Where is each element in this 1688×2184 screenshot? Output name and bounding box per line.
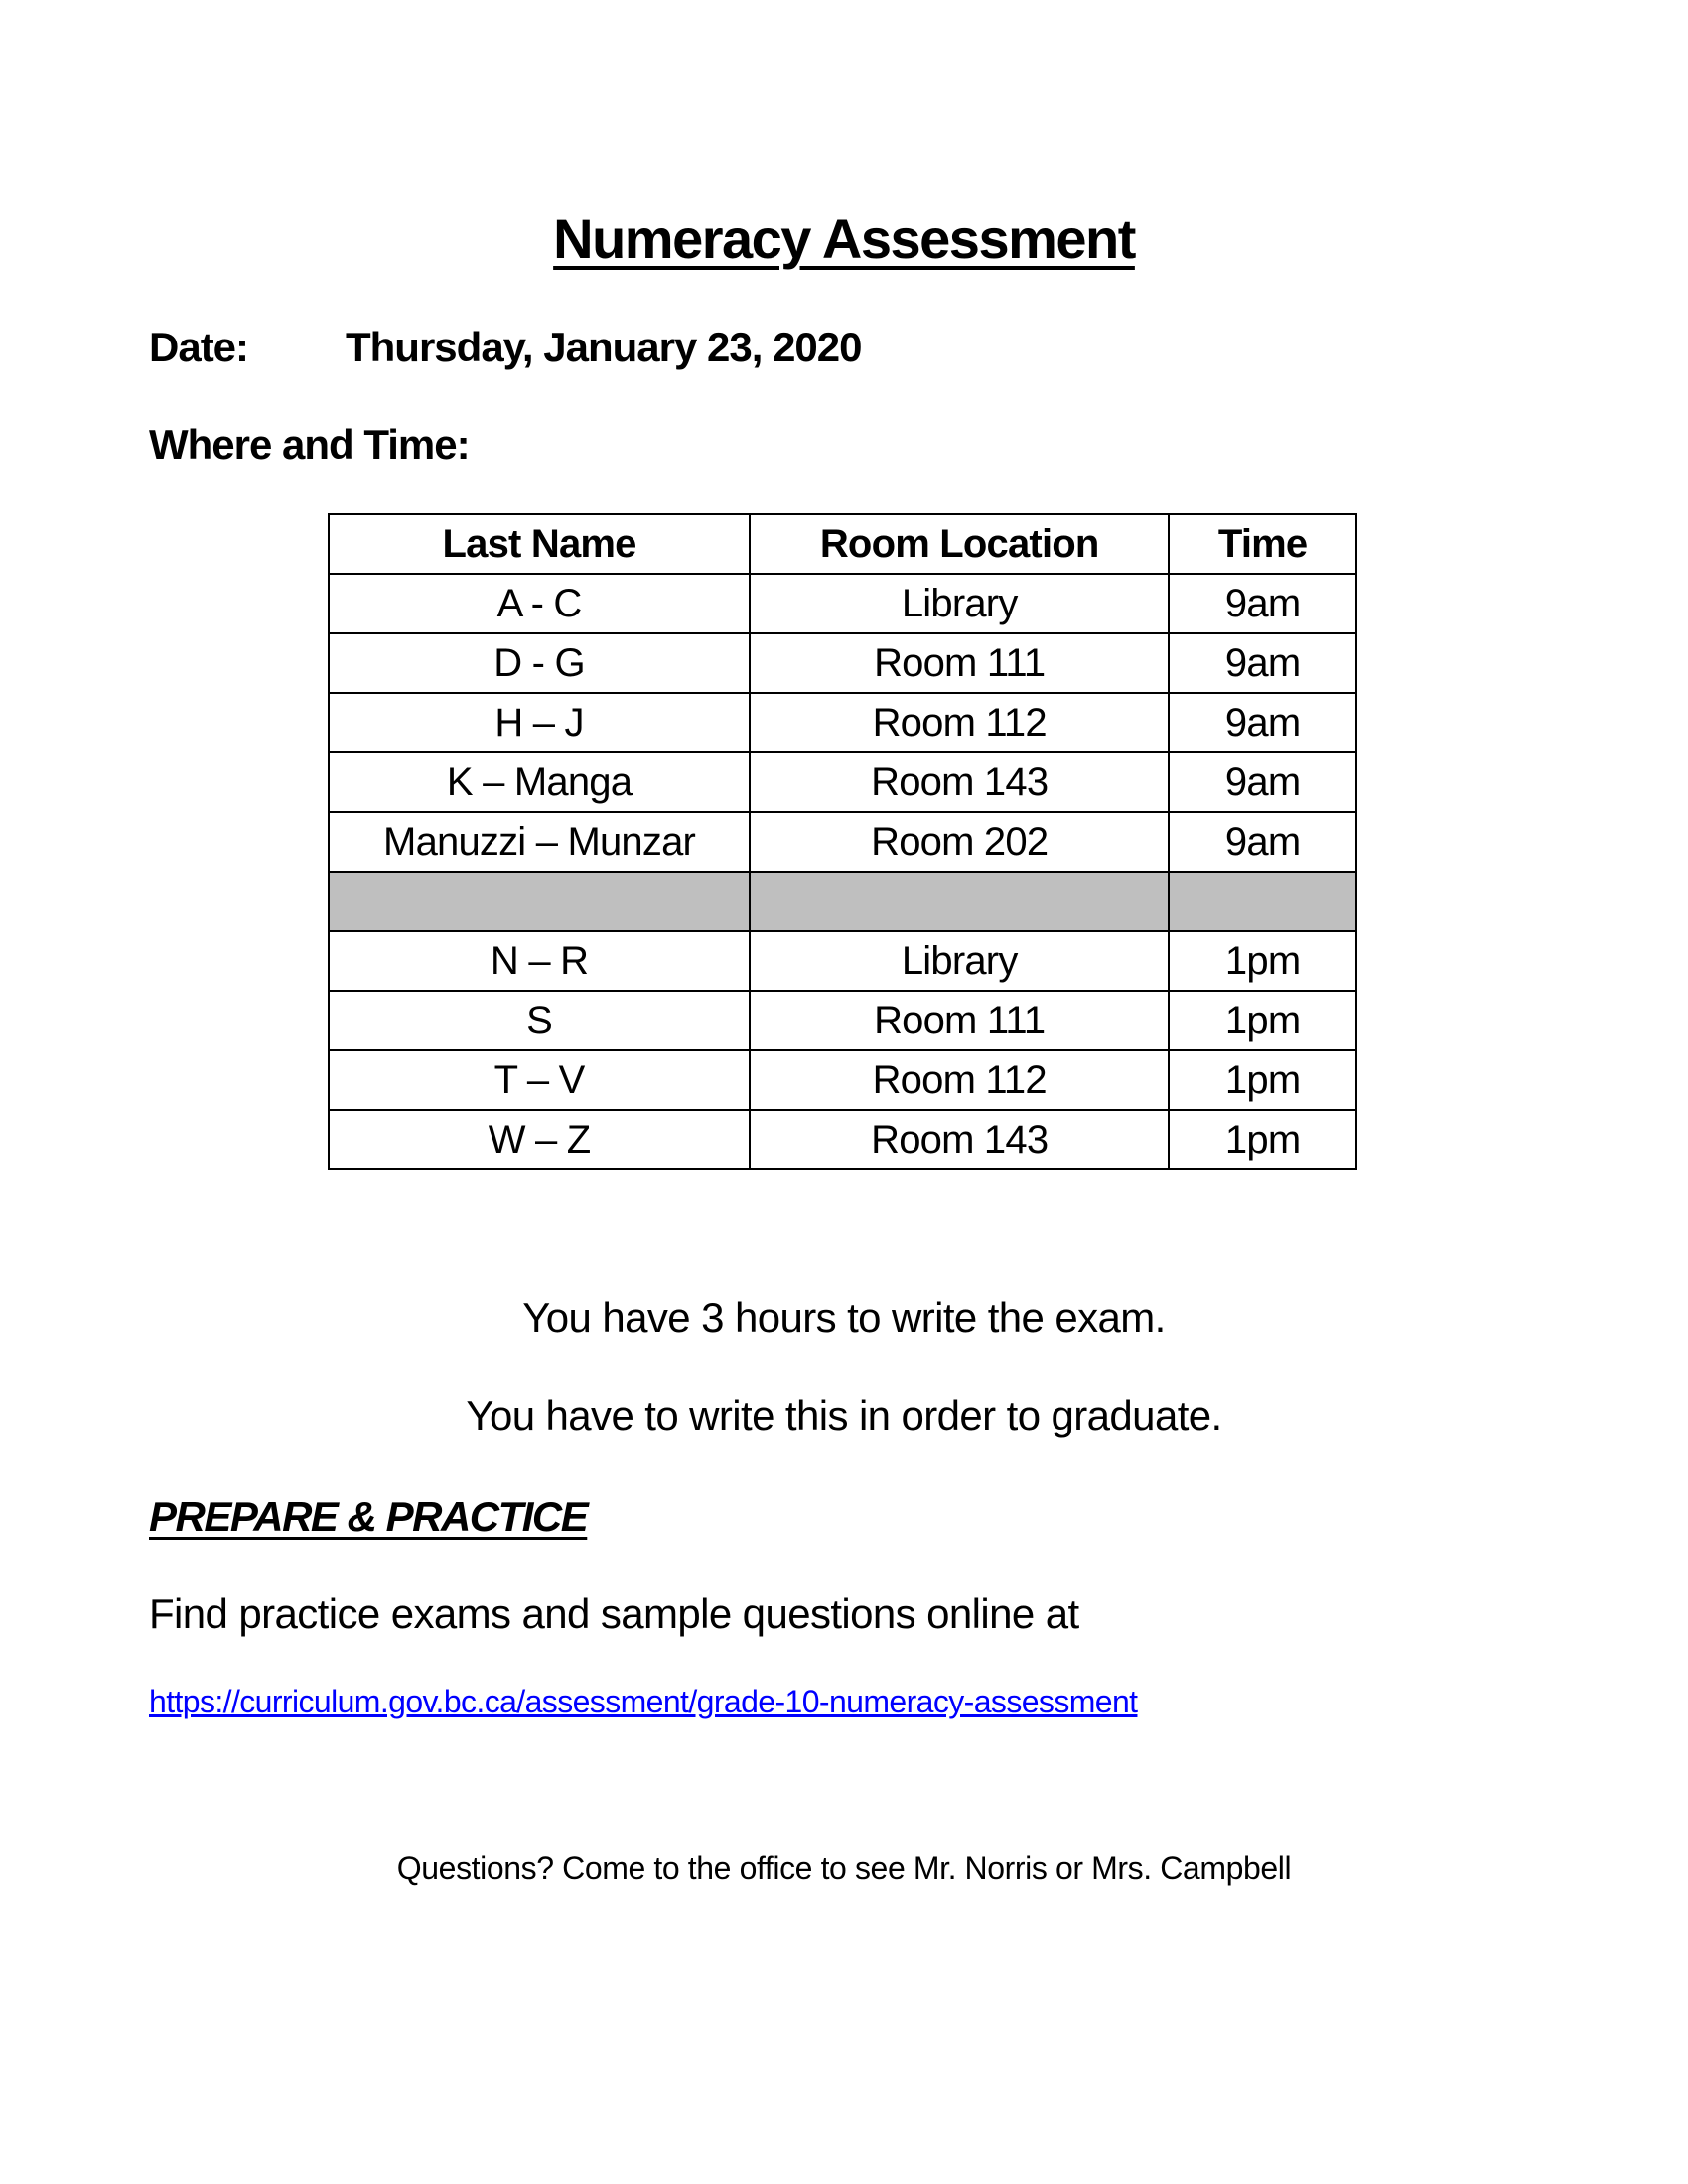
cell-room: Library xyxy=(750,931,1169,991)
table-row xyxy=(329,574,1356,633)
cell-time: 9am xyxy=(1169,633,1356,693)
cell-last-name: S xyxy=(329,991,750,1050)
cell-room: Library xyxy=(750,574,1169,633)
cell-last-name: N – R xyxy=(329,931,750,991)
cell-last-name: A - C xyxy=(329,574,750,633)
separator-cell xyxy=(329,872,750,931)
table-row xyxy=(329,812,1356,872)
cell-last-name: Manuzzi – Munzar xyxy=(329,812,750,872)
where-and-time-label: Where and Time: xyxy=(149,421,470,468)
table-row xyxy=(329,693,1356,752)
cell-time: 1pm xyxy=(1169,991,1356,1050)
cell-time: 1pm xyxy=(1169,1110,1356,1169)
practice-text: Find practice exams and sample questions online at xyxy=(149,1590,1079,1637)
date-label: Date: xyxy=(149,324,249,370)
separator-row xyxy=(329,872,1356,931)
schedule-table xyxy=(328,513,1357,1170)
page-title xyxy=(0,205,1688,274)
requirement-note: You have to write this in order to graduate. xyxy=(466,1392,1222,1438)
cell-room: Room 112 xyxy=(750,693,1169,752)
cell-room: Room 202 xyxy=(750,812,1169,872)
cell-room: Room 143 xyxy=(750,752,1169,812)
cell-time: 9am xyxy=(1169,693,1356,752)
practice-exams-link[interactable]: https://curriculum.gov.bc.ca/assessment/grade-10-numeracy-assessment xyxy=(149,1684,1138,1719)
page-title-text: Numeracy Assessment xyxy=(553,207,1135,270)
cell-time: 9am xyxy=(1169,574,1356,633)
separator-cell xyxy=(750,872,1169,931)
duration-note: You have 3 hours to write the exam. xyxy=(522,1295,1166,1341)
cell-time: 1pm xyxy=(1169,1050,1356,1110)
cell-room: Room 111 xyxy=(750,991,1169,1050)
cell-last-name: T – V xyxy=(329,1050,750,1110)
table-row xyxy=(329,633,1356,693)
questions-footer: Questions? Come to the office to see Mr. Norris or Mrs. Campbell xyxy=(396,1850,1292,1886)
cell-time: 1pm xyxy=(1169,931,1356,991)
table-row xyxy=(329,1110,1356,1169)
cell-room: Room 143 xyxy=(750,1110,1169,1169)
cell-room: Room 111 xyxy=(750,633,1169,693)
separator-cell xyxy=(1169,872,1356,931)
prepare-practice-heading: PREPARE & PRACTICE xyxy=(149,1493,588,1540)
cell-last-name: W – Z xyxy=(329,1110,750,1169)
table-row xyxy=(329,752,1356,812)
cell-last-name: H – J xyxy=(329,693,750,752)
table-header-row xyxy=(329,514,1356,574)
table-row xyxy=(329,991,1356,1050)
header-time: Time xyxy=(1169,514,1356,574)
table-row xyxy=(329,1050,1356,1110)
table-row xyxy=(329,931,1356,991)
cell-last-name: D - G xyxy=(329,633,750,693)
date-row xyxy=(149,320,862,375)
header-last-name: Last Name xyxy=(329,514,750,574)
cell-last-name: K – Manga xyxy=(329,752,750,812)
header-room-location: Room Location xyxy=(750,514,1169,574)
cell-time: 9am xyxy=(1169,812,1356,872)
date-value: Thursday, January 23, 2020 xyxy=(346,324,862,370)
cell-time: 9am xyxy=(1169,752,1356,812)
cell-room: Room 112 xyxy=(750,1050,1169,1110)
